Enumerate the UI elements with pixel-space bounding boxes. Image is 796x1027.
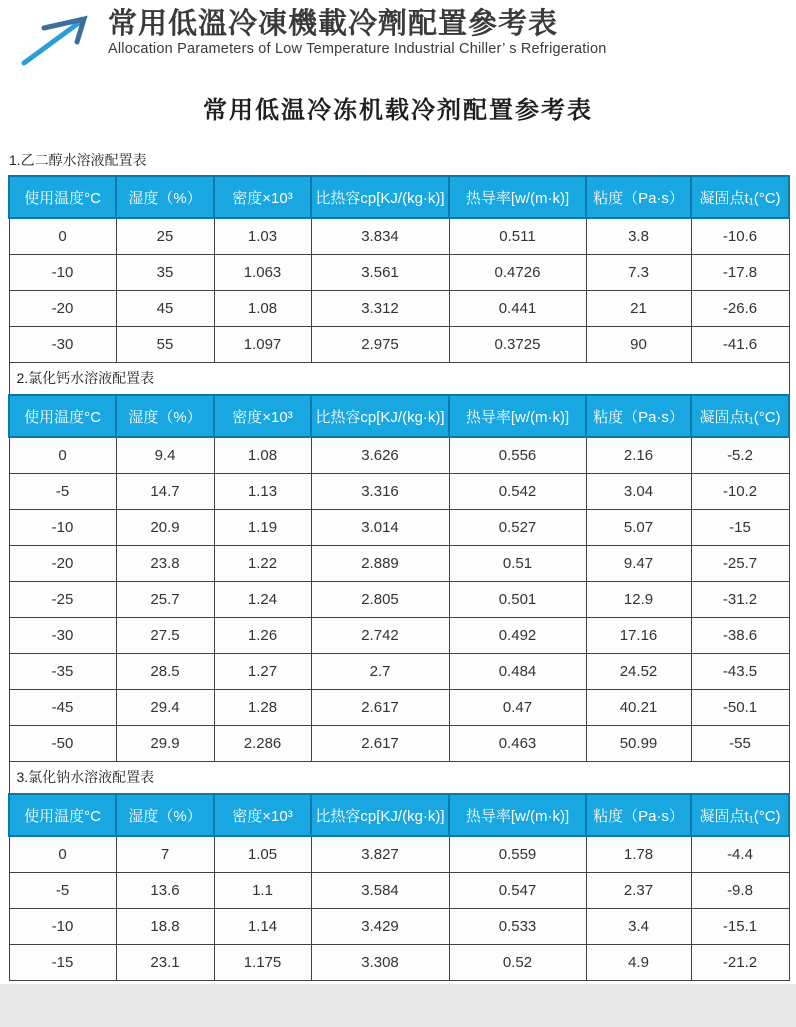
column-header: 比热容cp[KJ/(kg·k)]: [311, 794, 449, 836]
table-cell: -5: [9, 872, 116, 908]
table-cell: 9.47: [586, 545, 691, 581]
table-cell: -30: [9, 326, 116, 362]
table-row: [9, 581, 789, 617]
column-header: 使用温度°C: [9, 794, 116, 836]
table-row: [9, 326, 789, 362]
table-cell: 1.063: [214, 254, 311, 290]
table-cell: 0.4726: [449, 254, 586, 290]
table-cell: 1.03: [214, 218, 311, 254]
table-cell: -15: [691, 509, 789, 545]
header-row: [9, 395, 789, 437]
table-cell: -4.4: [691, 836, 789, 872]
table-cell: 2.889: [311, 545, 449, 581]
table-cell: 40.21: [586, 689, 691, 725]
table-cell: 29.4: [116, 689, 214, 725]
table-cell: 0.484: [449, 653, 586, 689]
table-cell: 1.097: [214, 326, 311, 362]
table-cell: 3.308: [311, 944, 449, 980]
column-header: 凝固点t₁(°C): [691, 176, 789, 218]
table-cell: 2.975: [311, 326, 449, 362]
column-header: 凝固点t₁(°C): [691, 395, 789, 437]
table-cell: 0.556: [449, 437, 586, 473]
table-cell: 2.742: [311, 617, 449, 653]
table-cell: 0: [9, 218, 116, 254]
table-row: [9, 872, 789, 908]
table-cell: 0.559: [449, 836, 586, 872]
table-row: [9, 437, 789, 473]
table-cell: 28.5: [116, 653, 214, 689]
table-cell: 9.4: [116, 437, 214, 473]
table-cell: 1.28: [214, 689, 311, 725]
table-cell: 0: [9, 836, 116, 872]
table-row: [9, 254, 789, 290]
table-row: [9, 290, 789, 326]
column-header: 热导率[w/(m·k)]: [449, 794, 586, 836]
table-cell: 55: [116, 326, 214, 362]
table-cell: 2.617: [311, 689, 449, 725]
table-cell: -10.6: [691, 218, 789, 254]
column-header: 粘度（Pa·s）: [586, 794, 691, 836]
table-cell: 1.78: [586, 836, 691, 872]
table-cell: -31.2: [691, 581, 789, 617]
table-cell: 3.4: [586, 908, 691, 944]
header-row: [9, 794, 789, 836]
table-cell: 1.27: [214, 653, 311, 689]
table-cell: 1.08: [214, 290, 311, 326]
table-cell: 2.805: [311, 581, 449, 617]
table-cell: 2.16: [586, 437, 691, 473]
table-cell: 1.05: [214, 836, 311, 872]
table-cell: -17.8: [691, 254, 789, 290]
table-cell: 0.3725: [449, 326, 586, 362]
table-cell: 3.561: [311, 254, 449, 290]
parameters-table: [8, 175, 790, 981]
table-cell: -30: [9, 617, 116, 653]
table-cell: 25.7: [116, 581, 214, 617]
table-cell: 20.9: [116, 509, 214, 545]
table-cell: 23.1: [116, 944, 214, 980]
table-row: [9, 218, 789, 254]
section-row: [9, 362, 789, 395]
table-cell: 7: [116, 836, 214, 872]
column-header: 使用温度°C: [9, 176, 116, 218]
table-cell: 0.527: [449, 509, 586, 545]
table-cell: 3.316: [311, 473, 449, 509]
table-cell: 3.312: [311, 290, 449, 326]
table-cell: 4.9: [586, 944, 691, 980]
table-cell: -10: [9, 254, 116, 290]
table-row: [9, 944, 789, 980]
table-cell: -25: [9, 581, 116, 617]
header-row: [9, 176, 789, 218]
table-cell: 14.7: [116, 473, 214, 509]
column-header: 热导率[w/(m·k)]: [449, 395, 586, 437]
table-cell: 3.834: [311, 218, 449, 254]
table-cell: -20: [9, 545, 116, 581]
table-cell: 1.14: [214, 908, 311, 944]
table-cell: -26.6: [691, 290, 789, 326]
column-header: 湿度（%）: [116, 794, 214, 836]
table-cell: 29.9: [116, 725, 214, 761]
table-cell: -55: [691, 725, 789, 761]
table-cell: 2.7: [311, 653, 449, 689]
section-row: [9, 761, 789, 794]
table-cell: 0.463: [449, 725, 586, 761]
trend-up-arrow-icon: [14, 9, 96, 69]
page-title: 常用低温冷冻机载冷剂配置参考表: [203, 97, 593, 124]
column-header: 比热容cp[KJ/(kg·k)]: [311, 395, 449, 437]
table-cell: -41.6: [691, 326, 789, 362]
table-cell: 7.3: [586, 254, 691, 290]
table-cell: 50.99: [586, 725, 691, 761]
table-cell: 13.6: [116, 872, 214, 908]
table-cell: -5: [9, 473, 116, 509]
table-cell: -25.7: [691, 545, 789, 581]
column-header: 粘度（Pa·s）: [586, 176, 691, 218]
table-row: [9, 653, 789, 689]
table-row: [9, 545, 789, 581]
table-row: [9, 908, 789, 944]
main-table-body: [9, 176, 789, 980]
column-header: 密度×10³: [214, 794, 311, 836]
column-header: 凝固点t₁(°C): [691, 794, 789, 836]
table-cell: 0.492: [449, 617, 586, 653]
table-cell: 1.13: [214, 473, 311, 509]
table-cell: 12.9: [586, 581, 691, 617]
table-row: [9, 836, 789, 872]
brand-titles: [108, 9, 607, 58]
column-header: 湿度（%）: [116, 395, 214, 437]
column-header: 热导率[w/(m·k)]: [449, 176, 586, 218]
table-cell: 0.501: [449, 581, 586, 617]
table-cell: -10.2: [691, 473, 789, 509]
column-header: 比热容cp[KJ/(kg·k)]: [311, 176, 449, 218]
table-cell: 1.26: [214, 617, 311, 653]
column-header: 湿度（%）: [116, 176, 214, 218]
table-cell: 18.8: [116, 908, 214, 944]
table-cell: 17.16: [586, 617, 691, 653]
table-cell: 1.24: [214, 581, 311, 617]
table-cell: -20: [9, 290, 116, 326]
table-cell: 2.286: [214, 725, 311, 761]
table-cell: -21.2: [691, 944, 789, 980]
table-cell: -45: [9, 689, 116, 725]
table-cell: 23.8: [116, 545, 214, 581]
table-cell: 0.547: [449, 872, 586, 908]
table-cell: 90: [586, 326, 691, 362]
table-cell: 0.52: [449, 944, 586, 980]
section-label-3: 3.氯化钠水溶液配置表: [9, 761, 789, 794]
table-cell: 3.429: [311, 908, 449, 944]
brand-header: [0, 0, 796, 76]
brand-subtitle: Allocation Parameters of Low Temperature Industrial Chiller’ s Refrigeration: [108, 41, 607, 58]
section-label-1: 1.乙二醇水溶液配置表: [9, 152, 147, 168]
table-cell: 1.175: [214, 944, 311, 980]
table-row: [9, 509, 789, 545]
table-cell: 0.542: [449, 473, 586, 509]
table-cell: -15: [9, 944, 116, 980]
table-row: [9, 689, 789, 725]
table-cell: 3.584: [311, 872, 449, 908]
table-cell: -10: [9, 509, 116, 545]
table-cell: 2.617: [311, 725, 449, 761]
table-cell: 0.511: [449, 218, 586, 254]
table-cell: 1.1: [214, 872, 311, 908]
table-cell: 0.51: [449, 545, 586, 581]
table-cell: 5.07: [586, 509, 691, 545]
table-cell: 1.22: [214, 545, 311, 581]
column-header: 密度×10³: [214, 176, 311, 218]
table-cell: 0.533: [449, 908, 586, 944]
table-cell: 0.441: [449, 290, 586, 326]
table-cell: 0.47: [449, 689, 586, 725]
table-cell: -5.2: [691, 437, 789, 473]
table-cell: -50: [9, 725, 116, 761]
table-cell: 1.08: [214, 437, 311, 473]
table-cell: 3.626: [311, 437, 449, 473]
table-cell: 3.04: [586, 473, 691, 509]
brand-title: 常用低溫冷凍機載冷劑配置參考表: [108, 8, 559, 40]
table-cell: 45: [116, 290, 214, 326]
table-cell: 3.827: [311, 836, 449, 872]
bottom-strip: [0, 984, 796, 1027]
table-cell: 3.014: [311, 509, 449, 545]
table-row: [9, 617, 789, 653]
table-row: [9, 725, 789, 761]
table-cell: 24.52: [586, 653, 691, 689]
table-cell: 27.5: [116, 617, 214, 653]
table-row: [9, 473, 789, 509]
table-cell: 21: [586, 290, 691, 326]
table-cell: -15.1: [691, 908, 789, 944]
column-header: 使用温度°C: [9, 395, 116, 437]
section-label-2: 2.氯化钙水溶液配置表: [9, 362, 789, 395]
table-cell: -43.5: [691, 653, 789, 689]
table-cell: -10: [9, 908, 116, 944]
column-header: 密度×10³: [214, 395, 311, 437]
table-cell: 1.19: [214, 509, 311, 545]
table-cell: 35: [116, 254, 214, 290]
table-cell: 2.37: [586, 872, 691, 908]
table-cell: -35: [9, 653, 116, 689]
table-cell: -50.1: [691, 689, 789, 725]
table-cell: -9.8: [691, 872, 789, 908]
table-cell: 0: [9, 437, 116, 473]
column-header: 粘度（Pa·s）: [586, 395, 691, 437]
table-cell: -38.6: [691, 617, 789, 653]
table-cell: 3.8: [586, 218, 691, 254]
table-cell: 25: [116, 218, 214, 254]
